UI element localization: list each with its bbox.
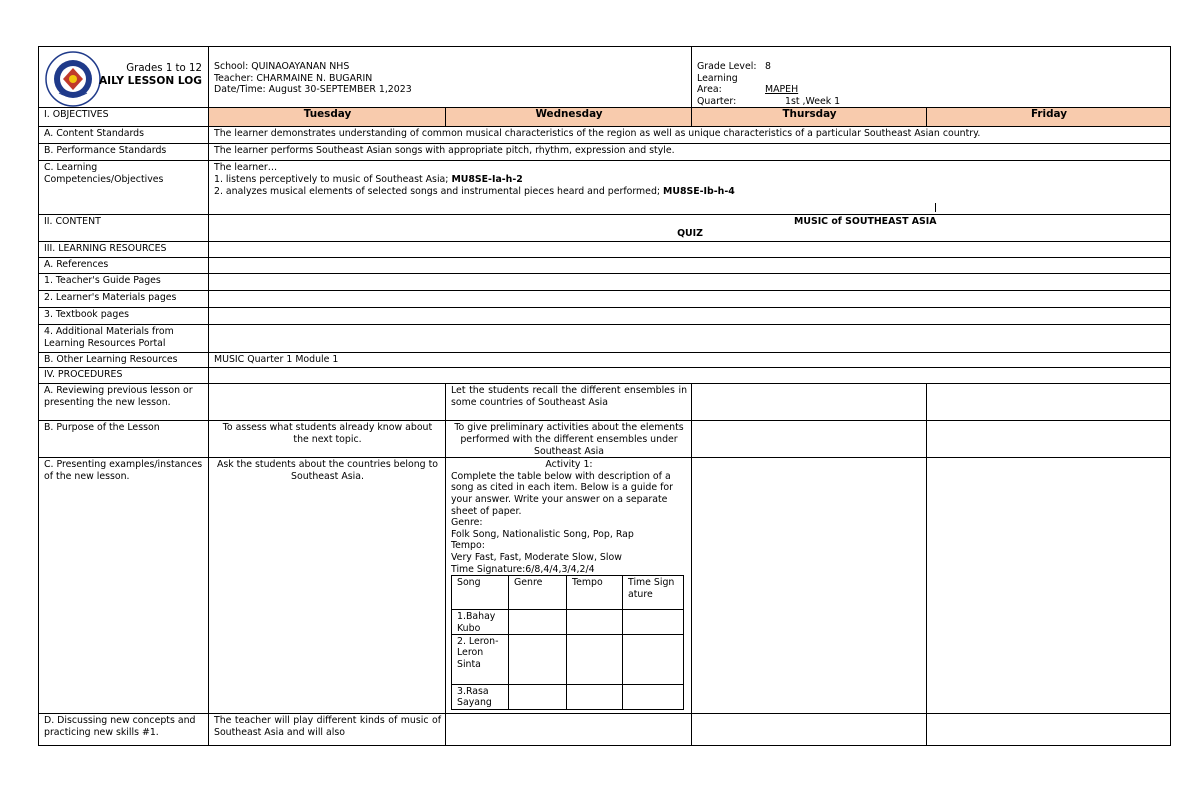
activity-genre-1 (509, 610, 567, 635)
performance-standards-label: B. Performance Standards (39, 144, 209, 161)
references-cell (209, 258, 1171, 274)
activity-tempo-1 (567, 610, 623, 635)
activity-header-song: Song (452, 576, 509, 610)
procedure-d-tuesday: The teacher will play different kinds of music of Southeast Asia and will also (209, 714, 446, 746)
competency-2-code: MU8SE-Ib-h-4 (663, 185, 735, 197)
procedure-a-tuesday (209, 384, 446, 421)
competencies-label: C. Learning Competencies/Objectives (39, 161, 209, 215)
content-quiz: QUIZ (677, 227, 703, 239)
procedure-c-label: C. Presenting examples/instances of the new lesson. (39, 458, 209, 714)
additional-materials-row (39, 325, 1171, 353)
school-info-cell (209, 47, 692, 108)
content-label: II. CONTENT (39, 215, 209, 242)
procedure-d-thursday (692, 714, 927, 746)
procedure-b-tuesday: To assess what students already know about the next topic. (209, 421, 446, 458)
objectives-label: I. OBJECTIVES (39, 108, 209, 127)
activity-genre-2 (509, 634, 567, 684)
activity-song-3: 3.Rasa Sayang (452, 684, 509, 709)
learning-resources-label: III. LEARNING RESOURCES (39, 242, 209, 258)
content-standards-label: A. Content Standards (39, 127, 209, 144)
activity-header-tempo: Tempo (567, 576, 623, 610)
competency-2 (214, 186, 1166, 198)
learning-area-label: Learning Area: (697, 72, 738, 96)
activity-table-header (452, 576, 684, 610)
procedures-label: IV. PROCEDURES (39, 368, 209, 384)
textbook-label: 3. Textbook pages (39, 308, 209, 325)
activity-instructions: Complete the table below with description of a song as cited in each item. Below is a guide for your answer. Write your answer on a separate sheet of paper. (451, 470, 673, 517)
day-thursday: Thursday (692, 108, 927, 127)
additional-materials-cell (209, 325, 1171, 353)
teacher-name: Teacher: CHARMAINE N. BUGARIN (214, 72, 373, 84)
activity-time-2 (623, 634, 684, 684)
school-name: School: QUINAOAYANAN NHS (214, 61, 350, 72)
competencies-row (39, 161, 1171, 215)
genre-label: Genre: (451, 517, 483, 529)
content-standards-row (39, 127, 1171, 144)
day-friday: Friday (927, 108, 1171, 127)
activity-table (451, 575, 684, 710)
day-wednesday: Wednesday (446, 108, 692, 127)
activity-tempo-3 (567, 684, 623, 709)
competency-1-text: 1. listens perceptively to music of Southeast Asia; (214, 173, 449, 185)
other-resources-value: MUSIC Quarter 1 Module 1 (209, 353, 1171, 368)
procedure-a-label: A. Reviewing previous lesson or presenting the new lesson. (39, 384, 209, 421)
procedure-a-row (39, 384, 1171, 421)
procedure-d-wednesday (446, 714, 692, 746)
time-signature: Time Signature:6/8,4/4,3/4,2/4 (451, 563, 595, 575)
procedure-a-friday (927, 384, 1171, 421)
learning-resources-row (39, 242, 1171, 258)
activity-song-2: 2. Leron-Leron Sinta (452, 634, 509, 684)
quarter-label: Quarter: (697, 95, 737, 107)
references-row (39, 258, 1171, 274)
tempo-label: Tempo: (451, 540, 485, 552)
grade-level-label: Grade Level: (697, 61, 757, 72)
procedure-c-row (39, 458, 1171, 714)
competency-1-code: MU8SE-Ia-h-2 (451, 173, 523, 185)
learners-materials-cell (209, 291, 1171, 308)
learning-resources-cell (209, 242, 1171, 258)
genre-values: Folk Song, Nationalistic Song, Pop, Rap (451, 528, 634, 540)
lesson-log-table (38, 46, 1171, 746)
competency-1 (214, 174, 1166, 186)
procedure-c-friday (927, 458, 1171, 714)
table-row (452, 634, 684, 684)
procedure-c-thursday (692, 458, 927, 714)
activity-header-genre: Genre (509, 576, 567, 610)
competencies-intro: The learner… (214, 162, 278, 174)
day-tuesday: Tuesday (209, 108, 446, 127)
additional-materials-label: 4. Additional Materials from Learning Resources Portal (39, 325, 209, 353)
teachers-guide-label: 1. Teacher's Guide Pages (39, 274, 209, 291)
competencies-text (209, 161, 1171, 215)
procedure-a-wednesday: Let the students recall the different ensembles in some countries of Southeast Asia (446, 384, 692, 421)
textbook-row (39, 308, 1171, 325)
procedure-c-tuesday: Ask the students about the countries belong to Southeast Asia. (209, 458, 446, 714)
procedure-b-wednesday: To give preliminary activities about the elements performed with the different ensembles under Southeast Asia (446, 421, 692, 458)
learners-materials-label: 2. Learner's Materials pages (39, 291, 209, 308)
performance-standards-text: The learner performs Southeast Asian songs with appropriate pitch, rhythm, expression and style. (209, 144, 1171, 161)
logo-cell (39, 47, 209, 108)
procedure-b-row (39, 421, 1171, 458)
other-resources-row (39, 353, 1171, 368)
activity-tempo-2 (567, 634, 623, 684)
procedure-b-friday (927, 421, 1171, 458)
procedure-a-thursday (692, 384, 927, 421)
grade-level-row (697, 61, 1166, 73)
table-row (452, 610, 684, 635)
content-row (39, 215, 1171, 242)
header-row (39, 47, 1171, 108)
performance-standards-row (39, 144, 1171, 161)
teachers-guide-row (39, 274, 1171, 291)
table-row (452, 684, 684, 709)
quarter-value: 1st ,Week 1 (785, 95, 841, 107)
content-cell (209, 215, 1171, 242)
references-label: A. References (39, 258, 209, 274)
activity-song-1: 1.Bahay Kubo (452, 610, 509, 635)
content-title: MUSIC of SOUTHEAST ASIA (794, 216, 937, 228)
daily-lesson-log-sheet (38, 46, 1170, 746)
day-header-row (39, 108, 1171, 127)
quarter-row (697, 96, 1166, 108)
tempo-values: Very Fast, Fast, Moderate Slow, Slow (451, 551, 622, 563)
procedures-cell (209, 368, 1171, 384)
deped-seal-icon (45, 51, 101, 107)
learning-area-value: MAPEH (765, 84, 799, 96)
competency-2-text: 2. analyzes musical elements of selected songs and instrumental pieces heard and performed; (214, 185, 661, 197)
activity-title: Activity 1: (545, 459, 593, 471)
procedure-d-friday (927, 714, 1171, 746)
grades-label: Grades 1 to 12 (126, 63, 202, 74)
other-resources-label: B. Other Learning Resources (39, 353, 209, 368)
date-time: Date/Time: August 30-SEPTEMBER 1,2023 (214, 84, 412, 96)
procedure-d-row (39, 714, 1171, 746)
grade-level-value: 8 (765, 61, 771, 72)
learners-materials-row (39, 291, 1171, 308)
procedures-row (39, 368, 1171, 384)
teachers-guide-cell (209, 274, 1171, 291)
textbook-cell (209, 308, 1171, 325)
activity-time-1 (623, 610, 684, 635)
dll-title: AILY LESSON LOG (98, 75, 202, 87)
activity-genre-3 (509, 684, 567, 709)
procedure-c-wednesday (446, 458, 692, 714)
activity-time-3 (623, 684, 684, 709)
procedure-b-label: B. Purpose of the Lesson (39, 421, 209, 458)
procedure-b-thursday (692, 421, 927, 458)
procedure-d-label: D. Discussing new concepts and practicing new skills #1. (39, 714, 209, 746)
grade-info-cell (692, 47, 1171, 108)
activity-header-time-signature: Time Signature (623, 576, 684, 610)
content-standards-text: The learner demonstrates understanding of common musical characteristics of the region as well as unique characteristics of a particular Southeast Asian country. (209, 127, 1171, 144)
learning-area-row (697, 73, 1166, 96)
text-cursor (935, 203, 936, 212)
